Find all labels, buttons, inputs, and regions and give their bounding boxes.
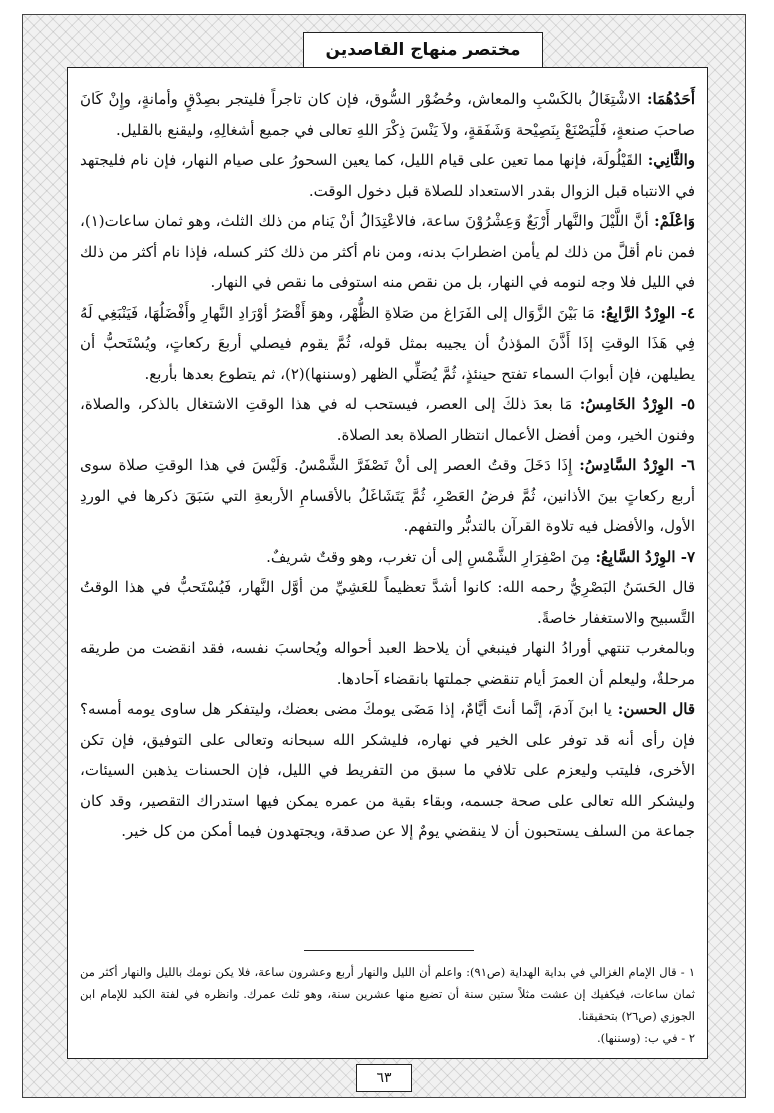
content-frame bbox=[67, 67, 708, 1059]
paragraph bbox=[80, 206, 695, 298]
paragraph-text: وبالمغرب تنتهي أورادُ النهار فينبغي أن يلاحظ العبد أحواله ويُحاسبَ نفسه، فقد انقضت من طريقه مرحلةٌ، وليعلم أن العمرَ أيام تنقضي جملتها بانقضاء آحادها. bbox=[80, 639, 695, 688]
paragraph-text: مِنَ اصْفِرَارِ الشَّمْسِ إلى أن تغرب، وهو وقتٌ شريفٌ. bbox=[266, 547, 591, 566]
paragraph bbox=[80, 542, 695, 573]
paragraph-lead: قال الحسن: bbox=[612, 700, 695, 718]
paragraph bbox=[80, 298, 695, 390]
book-title: مختصر منهاج القاصدين bbox=[325, 40, 521, 60]
footnotes bbox=[80, 961, 695, 1049]
paragraph bbox=[80, 633, 695, 694]
paragraph-text: قال الحَسَنُ البَصْرِيُّ رحمه الله: كانوا أشدَّ تعظيماً للعَشِيِّ من أوَّل النَّهار، فَيُسْتَحبُّ في هذا الوقتُ التَّسبيح والاستغفار خاصةً. bbox=[80, 578, 695, 627]
paragraph-text: يا ابنَ آدمَ، إنَّما أنتَ أيَّامٌ، إذا مَضَى يومكَ مضى بعضك، وليتفكر هل ساوى يومه أمسه؟ فإن رأى أنه قد توفر على الخير في نهاره، فليشكر الله سبحانه وتعالى على التوفيق، فإن تكن الأخرى، فليتب وليعزم على تلافي ما سبق من التفريط في الليل، فإن الحسنات يذهبن السيئات، وليشكر الله تعالى على صحة جسمه، وبقاء بقية من عمره يمكن فيها استدراك التقصير، وقد كان جماعة من السلف يستحبون أن لا ينقضي يومٌ إلا عن صدقة، ويجتهدون فيما أمكن من كل خير. bbox=[80, 700, 695, 840]
paragraph-lead: ٦- الوِرْدُ السَّادِسُ: bbox=[572, 456, 695, 474]
page-number-box bbox=[356, 1064, 412, 1092]
page-number: ٦٣ bbox=[376, 1070, 392, 1086]
paragraph bbox=[80, 450, 695, 542]
paragraph bbox=[80, 389, 695, 450]
paragraph-text: مَا بَيْنَ الزَّوَال إلى الفَرَاغ من صَلاةِ الظُّهْر، وهوَ أَقْصَرُ أوْرَادِ النَّهارِ وأَفْضَلُهَا، فَيَنْبَغِي لَهُ فِي هَذَا الوقتِ إذَا أَذَّنَ المؤذنُ أن يجيبه بمثل قوله، ثُمَّ يقوم فيصلي أربعَ ركعاتٍ، ويُسْتَحبُّ أن يطيلهن، فإن أبوابَ السماء تفتح حينئذٍ، ثُمَّ يُصَلِّي الظهر (وسننها)(٢)، ثم يتطوع بعدها بأربع. bbox=[80, 303, 695, 383]
paragraph-text: القَيْلُولَة، فإنها مما تعين على قيام الليل، كما يعين السحورُ على صيام النهار، فإن نام فليجتهد في الانتباه قبل الزوال بقدر الاستعداد للصلاة قبل دخول الوقت. bbox=[80, 151, 695, 200]
footnote: ١ - قال الإمام الغزالي في بداية الهداية (ص٩١): واعلم أن الليل والنهار أربع وعشرون ساعة، فلا يكن نومك بالليل والنهار أكثر من ثمان ساعات، فيكفيك إن عشت مثلاً ستين سنة أن تضيع منها عشرين سنة، وهو ثلث عمرك. وانظره في لفتة الكبد للإمام ابن الجوزي (ص٢٦) بتحقيقنا. bbox=[80, 965, 695, 1023]
running-header bbox=[303, 32, 543, 68]
paragraph bbox=[80, 694, 695, 847]
paragraph-lead: ٧- الوِرْدُ السَّابِعُ: bbox=[590, 547, 695, 566]
paragraph-lead: والثَّانِي: bbox=[642, 151, 695, 169]
paragraph-text: إِذَا دَخَلَ وقتُ العصر إلى أنْ تَصْفَرَّ الشَّمْسُ. وَلَيْسَ في هذا الوقتِ صلاة سوى أربع ركعاتٍ بينَ الأذانين، ثُمَّ فرضُ العَصْرِ، ثُمَّ يَتَشَاغَلُ بالأقسامِ الأربعةِ التي سَبَقَ ذكرها في الوردِ الأول، والأفضل فيه تلاوة القرآن بالتدبُّر والتفهم. bbox=[80, 456, 695, 535]
paragraph-lead: ٥- الوِرْدُ الخَامِسُ: bbox=[572, 395, 695, 413]
paragraph bbox=[80, 145, 695, 206]
main-text bbox=[80, 84, 695, 847]
paragraph-text: مَا بعدَ ذلكَ إلى العصر، فيستحب له في هذا الوقتِ الاشتغال بالذكر، والصلاة، وفنون الخير، ومن أفضل الأعمال انتظار الصلاة بعد الصلاة. bbox=[80, 395, 695, 444]
paragraph bbox=[80, 572, 695, 633]
footnote: ٢ - في ب: (وسننها). bbox=[596, 1031, 695, 1045]
paragraph-lead: وَاعْلَمْ: bbox=[648, 212, 695, 230]
paragraph-lead: ٤- الوِرْدُ الرَّابِعُ: bbox=[594, 303, 695, 322]
paragraph bbox=[80, 84, 695, 145]
paragraph-text: الاشْتِغَالُ بالكَسْبِ والمعاش، وحُضُوْر السُّوق، فإن كان تاجراً فليتجر بصِدْقٍ وأمانةٍ، وإِنْ كَانَ صاحبَ صنعةٍ، فَلْيَصْنَعْ بِنَصِيْحة وَشَفَقةٍ، ولاَ يَنْسَ ذِكْرَ اللهِ تعالى في جميع أشغالِهِ، وليقنع بالقليل. bbox=[80, 90, 695, 139]
paragraph-lead: أَحَدُهُمَا: bbox=[640, 90, 695, 108]
footnote-divider bbox=[304, 950, 474, 951]
paragraph-text: أنَّ اللَّيْلَ والنَّهار أَرْبَعٌ وَعِشْرُوْنَ ساعة، فالاعْتِدَالُ أنْ يَنام من ذلك الثلث، وهو ثمان ساعات(١)، فمن نام أقلَّ من ذلك لم يأمن اضطرابَ بدنه، ومن نام أكثر من ذلك كثر كسله، فإذا نام أكثر من ذلك في الليل فلا وجه لنومه في النهار، بل من نقص منه استوفى ما نقص في النهار. bbox=[80, 212, 695, 291]
